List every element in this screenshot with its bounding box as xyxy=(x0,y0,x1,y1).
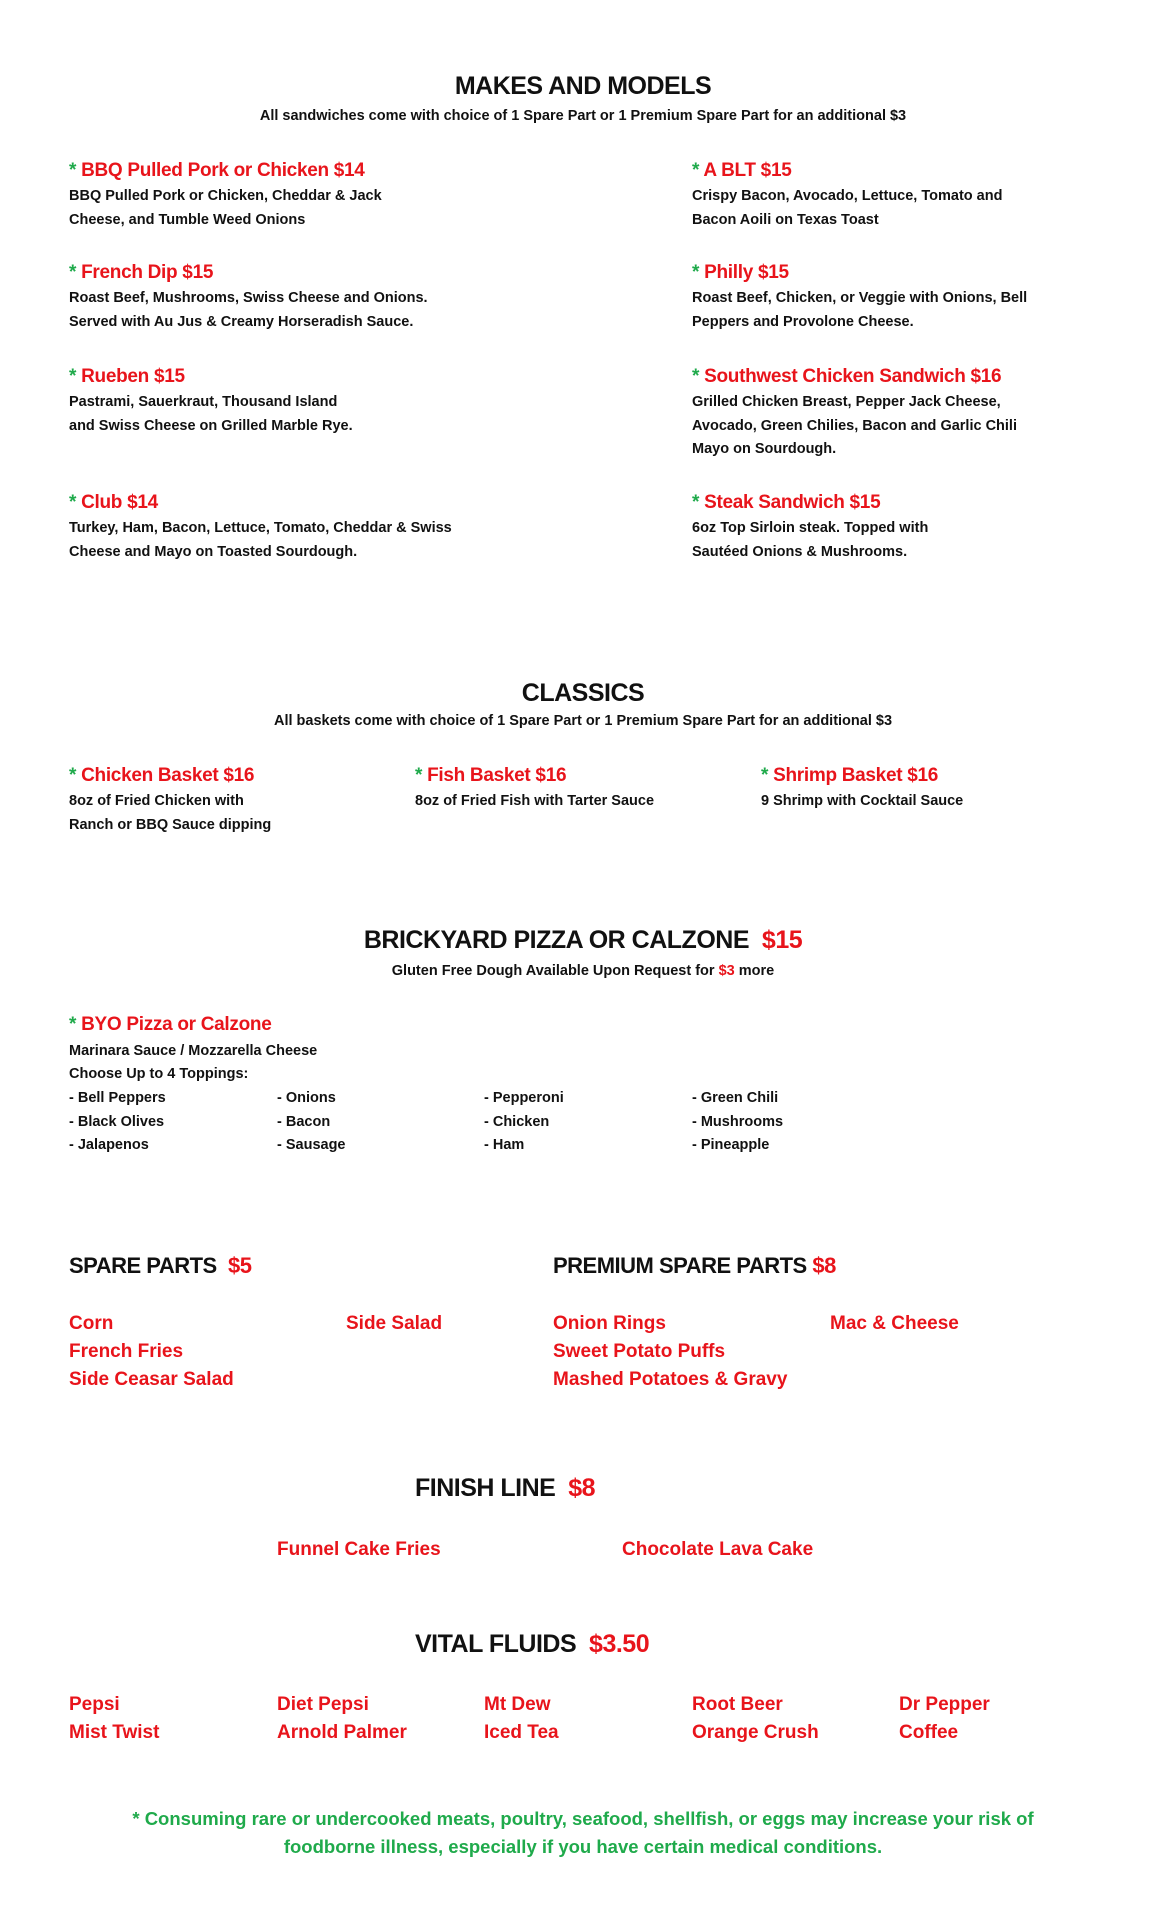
menu-item-title xyxy=(415,765,566,787)
makes-subtitle: All sandwiches come with choice of 1 Spare Part or 1 Premium Spare Part for an additional $3 xyxy=(259,108,907,124)
premium-parts-title-text: PREMIUM SPARE PARTS xyxy=(553,1253,807,1278)
menu-item-description: 9 Shrimp with Cocktail Sauce xyxy=(761,793,964,809)
star-marker: * xyxy=(69,160,77,181)
star-marker: * xyxy=(69,492,77,513)
pizza-subtitle-text: Gluten Free Dough Available Upon Request for xyxy=(391,963,715,979)
premium-item: Mac & Cheese xyxy=(830,1313,959,1334)
menu-item-description: and Swiss Cheese on Grilled Marble Rye. xyxy=(69,417,353,434)
menu-item-description: 8oz of Fried Chicken with xyxy=(69,793,244,809)
star-marker: * xyxy=(69,1014,77,1035)
spare-item: Corn xyxy=(69,1313,114,1334)
dessert-item: Funnel Cake Fries xyxy=(277,1539,441,1560)
menu-item-description: 8oz of Fried Fish with Tarter Sauce xyxy=(415,793,655,809)
finish-title-text: FINISH LINE xyxy=(415,1474,556,1502)
menu-item-name: Chicken Basket $16 xyxy=(81,765,255,786)
spare-item: Side Salad xyxy=(346,1313,443,1334)
topping-item: - Chicken xyxy=(484,1113,550,1130)
byo-pizza-name: BYO Pizza or Calzone xyxy=(81,1014,272,1035)
menu-item-name: Philly $15 xyxy=(704,262,789,283)
menu-item-description: Bacon Aoili on Texas Toast xyxy=(692,211,879,228)
menu-item-description: BBQ Pulled Pork or Chicken, Cheddar & Jack xyxy=(69,188,382,204)
finish-line-title xyxy=(415,1474,595,1503)
drink-item: Orange Crush xyxy=(692,1722,819,1743)
menu-item-title xyxy=(69,160,365,182)
menu-item-description: Turkey, Ham, Bacon, Lettuce, Tomato, Cheddar & Swiss xyxy=(69,520,452,536)
menu-item-description: Grilled Chicken Breast, Pepper Jack Cheese, xyxy=(692,394,1001,410)
menu-item-description: Avocado, Green Chilies, Bacon and Garlic Chili xyxy=(692,417,1017,434)
menu-item-title xyxy=(69,366,185,388)
pizza-sauce: Marinara Sauce / Mozzarella Cheese xyxy=(69,1043,318,1059)
topping-item: - Sausage xyxy=(277,1137,346,1153)
menu-item-description: Pastrami, Sauerkraut, Thousand Island xyxy=(69,394,338,410)
drink-item: Arnold Palmer xyxy=(277,1722,407,1743)
menu-item-title xyxy=(69,765,254,787)
classics-title: CLASSICS xyxy=(521,679,645,707)
menu-item-description: Sautéed Onions & Mushrooms. xyxy=(692,543,908,560)
menu-item-title xyxy=(692,160,792,182)
pizza-title-text: BRICKYARD PIZZA OR CALZONE xyxy=(363,926,750,954)
topping-item: - Bacon xyxy=(277,1113,331,1130)
star-marker: * xyxy=(692,492,700,513)
menu-item-name: Rueben $15 xyxy=(81,366,185,387)
classics-subtitle: All baskets come with choice of 1 Spare Part or 1 Premium Spare Part for an additional $3 xyxy=(273,713,893,729)
menu-item-title xyxy=(69,492,158,514)
topping-item: - Bell Peppers xyxy=(69,1090,166,1106)
pizza-price: $15 xyxy=(761,926,803,954)
menu-item-description: Mayo on Sourdough. xyxy=(692,441,837,457)
drink-item: Dr Pepper xyxy=(899,1694,990,1715)
drink-item: Coffee xyxy=(899,1722,959,1743)
star-marker: * xyxy=(761,765,769,786)
topping-item: - Green Chili xyxy=(692,1090,779,1106)
star-marker: * xyxy=(69,366,77,387)
topping-item: - Mushrooms xyxy=(692,1113,784,1130)
drink-item: Root Beer xyxy=(692,1694,783,1715)
vital-fluids-title xyxy=(415,1630,649,1659)
menu-item-description: Cheese and Mayo on Toasted Sourdough. xyxy=(69,543,358,560)
menu-item-description: Roast Beef, Mushrooms, Swiss Cheese and Onions. xyxy=(69,290,428,306)
menu-item-name: Shrimp Basket $16 xyxy=(773,765,939,786)
star-marker: * xyxy=(415,765,423,786)
menu-item-name: A BLT $15 xyxy=(703,160,792,181)
drink-item: Mist Twist xyxy=(69,1722,160,1743)
topping-item: - Pepperoni xyxy=(484,1090,564,1106)
star-marker: * xyxy=(692,366,700,387)
menu-item-description: Ranch or BBQ Sauce dipping xyxy=(69,816,272,833)
topping-item: - Onions xyxy=(277,1090,336,1106)
makes-title: MAKES AND MODELS xyxy=(454,72,712,100)
drink-item: Mt Dew xyxy=(484,1694,551,1715)
menu-item-description: Cheese, and Tumble Weed Onions xyxy=(69,211,306,228)
menu-item-name: Steak Sandwich $15 xyxy=(704,492,881,513)
menu-item-name: Club $14 xyxy=(81,492,158,513)
menu-item-description: Roast Beef, Chicken, or Veggie with Onions, Bell xyxy=(692,290,1028,306)
topping-item: - Ham xyxy=(484,1137,525,1153)
star-marker: * xyxy=(69,262,77,283)
warning-line: * Consuming rare or undercooked meats, poultry, seafood, shellfish, or eggs may increase your risk of xyxy=(132,1808,1034,1829)
menu-item-title xyxy=(692,262,789,284)
spare-parts-title-text: SPARE PARTS xyxy=(69,1253,217,1278)
spare-item: Side Ceasar Salad xyxy=(69,1369,234,1390)
pizza-title xyxy=(0,926,1166,955)
star-marker: * xyxy=(692,160,700,181)
drink-item: Diet Pepsi xyxy=(277,1694,369,1715)
drink-item: Iced Tea xyxy=(484,1722,559,1743)
premium-parts-title xyxy=(553,1253,836,1279)
menu-item-title xyxy=(692,492,880,514)
menu-item-name: Fish Basket $16 xyxy=(427,765,567,786)
topping-item: - Black Olives xyxy=(69,1113,165,1130)
spare-parts-price: $5 xyxy=(227,1253,252,1278)
pizza-toppings-label: Choose Up to 4 Toppings: xyxy=(69,1066,249,1082)
topping-item: - Jalapenos xyxy=(69,1137,149,1153)
star-marker: * xyxy=(69,765,77,786)
premium-parts-price: $8 xyxy=(812,1253,836,1278)
spare-item: French Fries xyxy=(69,1341,184,1362)
menu-item-description: Crispy Bacon, Avocado, Lettuce, Tomato and xyxy=(692,188,1003,204)
dessert-item: Chocolate Lava Cake xyxy=(622,1539,814,1560)
warning-line: foodborne illness, especially if you have certain medical conditions. xyxy=(283,1836,883,1857)
health-warning xyxy=(0,1805,1166,1861)
premium-item: Onion Rings xyxy=(553,1313,666,1334)
menu-item-title xyxy=(69,262,213,284)
fluids-price: $3.50 xyxy=(589,1630,650,1658)
drink-item: Pepsi xyxy=(69,1694,120,1715)
menu-item-name: French Dip $15 xyxy=(81,262,214,283)
byo-pizza-title xyxy=(69,1014,271,1036)
menu-item-name: BBQ Pulled Pork or Chicken $14 xyxy=(81,160,365,181)
star-marker: * xyxy=(692,262,700,283)
pizza-subtitle xyxy=(0,963,1166,979)
menu-item-description: 6oz Top Sirloin steak. Topped with xyxy=(692,520,929,536)
menu-item-name: Southwest Chicken Sandwich $16 xyxy=(704,366,1002,387)
menu-item-description: Peppers and Provolone Cheese. xyxy=(692,313,914,330)
gluten-free-price: $3 xyxy=(718,963,735,979)
pizza-subtitle-more: more xyxy=(738,963,775,979)
menu-item-title xyxy=(761,765,938,787)
menu-item-description: Served with Au Jus & Creamy Horseradish Sauce. xyxy=(69,313,414,330)
finish-price: $8 xyxy=(568,1474,596,1502)
spare-parts-title xyxy=(69,1253,251,1279)
menu-item-title xyxy=(692,366,1001,388)
premium-item: Sweet Potato Puffs xyxy=(553,1341,726,1362)
topping-item: - Pineapple xyxy=(692,1137,770,1153)
premium-item: Mashed Potatoes & Gravy xyxy=(553,1369,788,1390)
fluids-title-text: VITAL FLUIDS xyxy=(415,1630,577,1658)
